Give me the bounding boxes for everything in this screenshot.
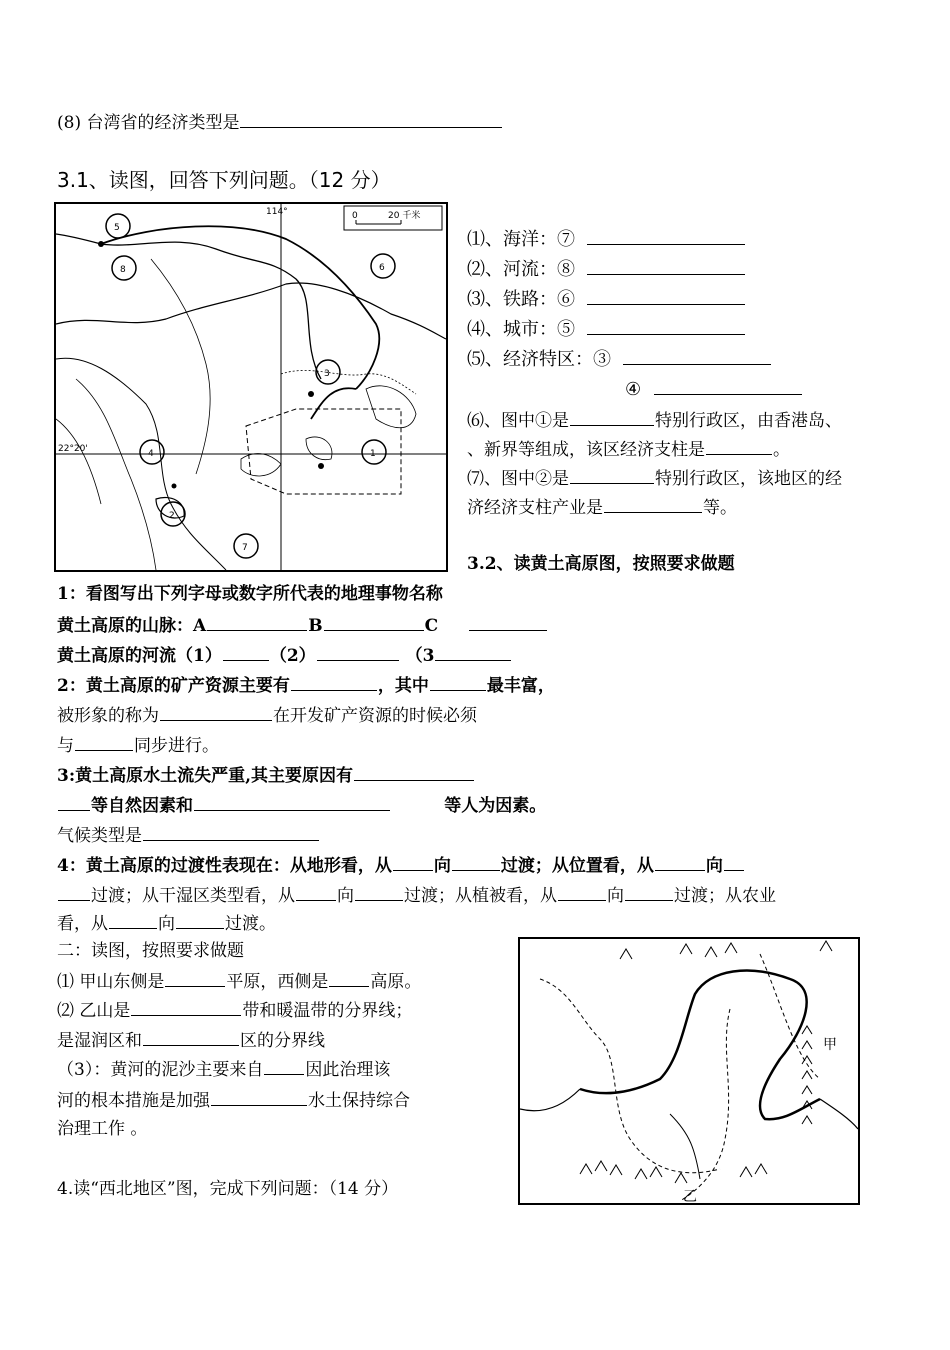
section4-title: 4.读“西北地区”图，完成下列问题：（14 分） — [57, 1179, 399, 1199]
q31-i7-blank2[interactable] — [604, 496, 702, 513]
part2-q2b: 是湿润区和 区的分界线 — [57, 1031, 325, 1051]
q31-i4-blank[interactable] — [587, 318, 745, 335]
q8-line — [57, 111, 503, 133]
p3-blank2[interactable] — [58, 794, 90, 811]
mark-5: 5 — [114, 223, 120, 233]
p4-blank10[interactable] — [109, 912, 157, 929]
blank-r2[interactable] — [317, 644, 399, 661]
p4-blank9[interactable] — [625, 884, 673, 901]
p4-line2: 过渡；从干湿区类型看，从 向 过渡；从植被看，从 向 过渡；从农业 — [57, 884, 776, 906]
p3-blank4[interactable] — [143, 824, 319, 841]
p4-blank8[interactable] — [558, 884, 606, 901]
p3-blank1[interactable] — [354, 764, 474, 781]
part2-blank4[interactable] — [143, 1029, 239, 1046]
q31-i5-blank[interactable] — [623, 348, 771, 365]
blank-r3[interactable] — [435, 644, 511, 661]
q31-i3: ⑶、铁路：⑥ — [467, 288, 746, 310]
mark-1: 1 — [370, 449, 376, 459]
blank-A[interactable] — [207, 614, 307, 631]
part2-blank6[interactable] — [211, 1089, 307, 1106]
p2-line2: 被形象的称为 在开发矿产资源的时候必须 — [57, 706, 477, 726]
part2-blank5[interactable] — [264, 1058, 304, 1075]
mark-7: 7 — [242, 543, 248, 553]
p2-blank3[interactable] — [160, 704, 272, 721]
lon-label: 114° — [266, 207, 288, 217]
q31-i6-blank1[interactable] — [570, 409, 654, 426]
section31-title: 3.1、读图，回答下列问题。（12 分） — [57, 168, 391, 192]
q31-i5: ⑸、经济特区：③ — [467, 348, 772, 370]
mark-6: 6 — [379, 263, 385, 273]
p3-line1: 3:黄土高原水土流失严重,其主要原因有 — [57, 764, 475, 786]
part2-q3c: 治理工作 。 — [57, 1119, 148, 1139]
p2-line1: 2：黄土高原的矿产资源主要有 ，其中 最丰富， — [57, 676, 555, 696]
q31-i1-blank[interactable] — [587, 228, 745, 245]
p4-blank7[interactable] — [355, 884, 403, 901]
p4-line3: 看，从 向 过渡。 — [57, 914, 276, 934]
p3-line3: 气候类型是 — [57, 824, 320, 846]
q31-i7-line2: 济经济支柱产业是 等。 — [467, 498, 737, 518]
q31-i2: ⑵、河流：⑧ — [467, 258, 746, 280]
part2-q2: ⑵ 乙山是 带和暖温带的分界线； — [57, 1001, 413, 1021]
hongkong-map — [54, 202, 448, 572]
q8-blank[interactable] — [240, 111, 502, 128]
blank-r1[interactable] — [223, 644, 269, 661]
q31-i3-blank[interactable] — [587, 288, 745, 305]
q31-i5b-blank[interactable] — [654, 378, 802, 395]
p2-line3: 与 同步进行。 — [57, 736, 219, 756]
p1-mountains: 黄土高原的山脉：A B C — [57, 614, 548, 636]
p4-blank3[interactable] — [655, 854, 705, 871]
scale-text: 20 千米 — [388, 211, 421, 221]
p3-blank3[interactable] — [194, 794, 390, 811]
part2-blank3[interactable] — [131, 999, 241, 1016]
q31-i5b: ④ — [625, 378, 803, 400]
lat-label: 22°20' — [58, 444, 88, 454]
part2-q3: （3）：黄河的泥沙主要来自 因此治理该 — [57, 1060, 391, 1080]
p4-blank11[interactable] — [176, 912, 224, 929]
q31-i7-blank1[interactable] — [570, 467, 654, 484]
blank-C[interactable] — [469, 614, 547, 631]
p4-blank6[interactable] — [296, 884, 336, 901]
p4-blank1[interactable] — [393, 854, 433, 871]
part2-q1: ⑴ 甲山东侧是 平原，西侧是 高原。 — [57, 972, 422, 992]
q31-i2-blank[interactable] — [587, 258, 745, 275]
part2-blank2[interactable] — [329, 970, 369, 987]
q31-i6-blank2[interactable] — [706, 438, 772, 455]
p3-line2: 等自然因素和 等人为因素。 — [57, 794, 546, 816]
q31-i4: ⑷、城市：⑤ — [467, 318, 746, 340]
mark-4: 4 — [148, 449, 154, 459]
mark-8: 8 — [120, 265, 126, 275]
q31-i6-line2: 、新界等组成，该区经济支柱是 。 — [467, 440, 790, 460]
p1-rivers: 黄土高原的河流（1） （2） （3 — [57, 644, 512, 666]
p4-line1: 4：黄土高原的过渡性表现在：从地形看，从 向 过渡；从位置看，从 向 — [57, 854, 745, 876]
p4-blank2[interactable] — [452, 854, 500, 871]
p4-blank5[interactable] — [58, 884, 90, 901]
p2-blank2[interactable] — [430, 674, 486, 691]
mark-2: 2 — [169, 511, 175, 521]
section32-title: 3.2、读黄土高原图，按照要求做题 — [467, 554, 735, 574]
scale-zero: 0 — [352, 211, 358, 221]
jia-label: 甲 — [823, 1037, 837, 1053]
part2-blank1[interactable] — [165, 970, 225, 987]
q31-i7-line1: ⑺、图中②是 特别行政区，该地区的经 — [467, 469, 842, 489]
q31-i6-line1: ⑹、图中①是 特别行政区，由香港岛、 — [467, 411, 842, 431]
blank-B[interactable] — [324, 614, 424, 631]
q8-text: (8) 台湾省的经济类型是 — [57, 113, 240, 133]
q31-i1: ⑴、海洋：⑦ — [467, 228, 746, 250]
yi-label: 乙 — [683, 1189, 697, 1203]
p4-blank4[interactable] — [724, 854, 744, 871]
part2-q3b: 河的根本措施是加强 水土保持综合 — [57, 1091, 410, 1111]
loess-plateau-map — [518, 937, 860, 1205]
p1-title: 1：看图写出下列字母或数字所代表的地理事物名称 — [57, 584, 443, 604]
p2-blank1[interactable] — [291, 674, 377, 691]
mark-3: 3 — [324, 369, 330, 379]
part2-title: 二：读图，按照要求做题 — [57, 941, 244, 961]
p2-blank4[interactable] — [75, 734, 133, 751]
